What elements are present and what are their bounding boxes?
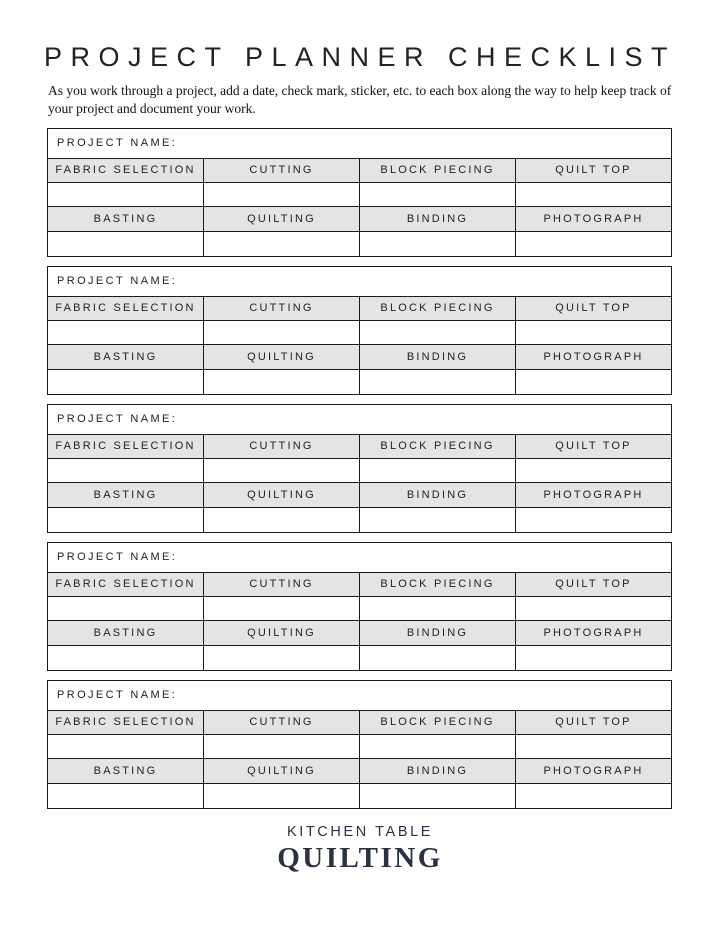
check-box[interactable] [204,597,360,620]
stage-label: CUTTING [204,159,360,182]
stage-label: QUILTING [204,621,360,644]
checkbox-row [48,597,671,621]
stage-label: CUTTING [204,711,360,734]
project-block [47,404,672,533]
check-box[interactable] [48,646,204,670]
check-box[interactable] [516,232,671,256]
stage-header-row [48,159,671,183]
stage-label: BINDING [360,207,516,230]
stage-label: PHOTOGRAPH [543,213,644,226]
project-name-field[interactable] [48,405,671,435]
stage-header-row [48,573,671,597]
check-box[interactable] [360,459,516,482]
page-title: PROJECT PLANNER CHECKLIST [43,42,677,72]
checkbox-row [48,646,671,670]
checkbox-row [48,370,671,394]
stage-label: QUILT TOP [555,578,632,591]
stage-header-row [48,711,671,735]
stage-label: CUTTING [204,297,360,320]
check-box[interactable] [360,508,516,532]
stage-label: CUTTING [204,573,360,596]
stage-label: FABRIC SELECTION [48,159,204,182]
stage-header-row [48,759,671,783]
check-box[interactable] [204,508,360,532]
checkbox-row [48,232,671,256]
check-box[interactable] [516,321,671,344]
check-box[interactable] [48,784,204,808]
check-box[interactable] [48,508,204,532]
check-box[interactable] [204,784,360,808]
project-name-field[interactable] [48,681,671,711]
stage-label: QUILTING [204,207,360,230]
check-box[interactable] [48,735,204,758]
checkbox-row [48,508,671,532]
stage-label: BLOCK PIECING [360,711,516,734]
checkbox-row [48,459,671,483]
brand-logo-line1: KITCHEN TABLE [286,824,434,840]
check-box[interactable] [204,459,360,482]
stage-label: PHOTOGRAPH [543,351,644,364]
stage-label: FABRIC SELECTION [48,711,204,734]
stage-label: BASTING [48,345,204,368]
check-box[interactable] [360,597,516,620]
check-box[interactable] [516,459,671,482]
check-box[interactable] [48,183,204,206]
check-box[interactable] [48,370,204,394]
stage-header-row [48,435,671,459]
check-box[interactable] [516,784,671,808]
project-block [47,266,672,395]
check-box[interactable] [204,232,360,256]
project-block [47,680,672,809]
checkbox-row [48,183,671,207]
stage-header-row [48,621,671,645]
stage-label: BASTING [48,621,204,644]
project-block [47,128,672,257]
project-name-label: PROJECT NAME: [57,275,178,288]
project-block [47,542,672,671]
stage-label: BLOCK PIECING [360,159,516,182]
check-box[interactable] [516,646,671,670]
check-box[interactable] [48,459,204,482]
stage-label: BINDING [360,621,516,644]
stage-label: FABRIC SELECTION [48,435,204,458]
stage-label: PHOTOGRAPH [543,765,644,778]
checkbox-row [48,735,671,759]
stage-label: QUILTING [204,345,360,368]
stage-label: QUILT TOP [555,716,632,729]
check-box[interactable] [360,183,516,206]
instructions-text: As you work through a project, add a date, check mark, sticker, etc. to each box along the way to help keep track of your project and document your work. [48,83,672,116]
checkbox-row [48,784,671,808]
check-box[interactable] [360,370,516,394]
check-box[interactable] [48,597,204,620]
check-box[interactable] [204,183,360,206]
project-name-field[interactable] [48,543,671,573]
stage-label: QUILT TOP [555,164,632,177]
check-box[interactable] [360,784,516,808]
stage-label: BASTING [48,207,204,230]
stage-label: QUILTING [204,759,360,782]
check-box[interactable] [48,232,204,256]
stage-label: BLOCK PIECING [360,435,516,458]
project-name-label: PROJECT NAME: [57,137,178,150]
stage-label: PHOTOGRAPH [543,489,644,502]
project-name-label: PROJECT NAME: [57,689,178,702]
check-box[interactable] [516,370,671,394]
stage-label: BINDING [360,759,516,782]
stage-label: BASTING [48,759,204,782]
check-box[interactable] [204,646,360,670]
project-name-label: PROJECT NAME: [57,551,178,564]
stage-label: CUTTING [204,435,360,458]
check-box[interactable] [516,508,671,532]
check-box[interactable] [360,232,516,256]
project-name-field[interactable] [48,267,671,297]
project-name-field[interactable] [48,129,671,159]
stage-label: QUILT TOP [555,302,632,315]
stage-label: BLOCK PIECING [360,573,516,596]
check-box[interactable] [516,183,671,206]
stage-label: BINDING [360,483,516,506]
project-name-label: PROJECT NAME: [57,413,178,426]
stage-label: FABRIC SELECTION [48,573,204,596]
stage-header-row [48,207,671,231]
check-box[interactable] [516,735,671,758]
brand-logo-line2: QUILTING [277,842,443,874]
project-checklists [47,128,672,818]
check-box[interactable] [204,370,360,394]
check-box[interactable] [360,321,516,344]
check-box[interactable] [204,735,360,758]
stage-header-row [48,483,671,507]
checkbox-row [48,321,671,345]
stage-header-row [48,297,671,321]
stage-label: QUILTING [204,483,360,506]
stage-label: FABRIC SELECTION [48,297,204,320]
stage-label: QUILT TOP [555,440,632,453]
stage-header-row [48,345,671,369]
check-box[interactable] [360,646,516,670]
stage-label: PHOTOGRAPH [543,627,644,640]
stage-label: BASTING [48,483,204,506]
check-box[interactable] [204,321,360,344]
check-box[interactable] [516,597,671,620]
stage-label: BINDING [360,345,516,368]
stage-label: BLOCK PIECING [360,297,516,320]
check-box[interactable] [360,735,516,758]
check-box[interactable] [48,321,204,344]
